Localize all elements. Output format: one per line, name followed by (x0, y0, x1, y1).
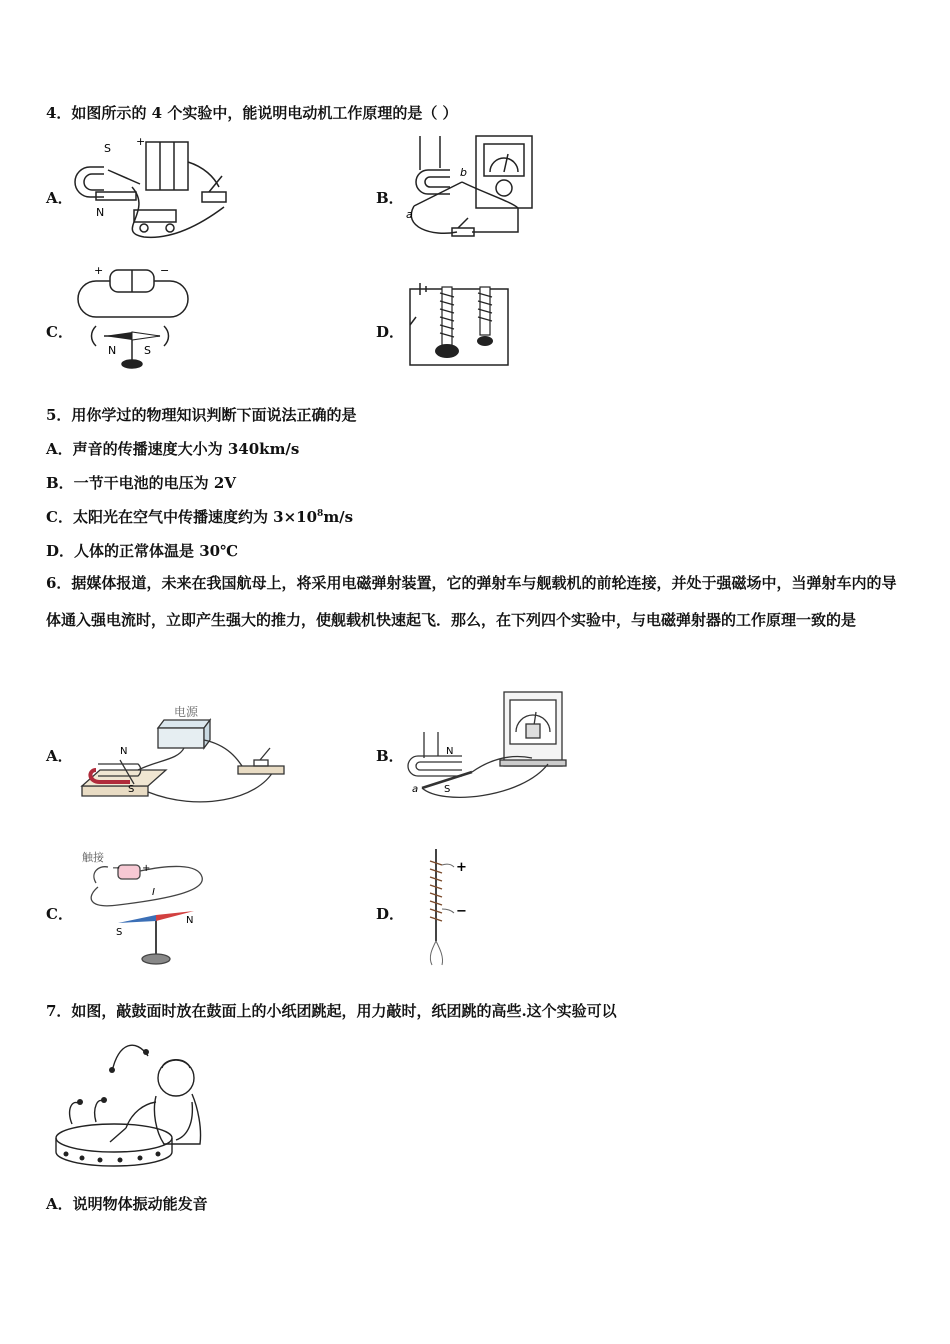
q5-option-c[interactable] (46, 506, 353, 527)
q6-figure-b-galvanometer-rod (402, 688, 572, 806)
q4-figure-b-galvanometer-circuit (402, 132, 542, 244)
q6d-label-minus: − (456, 904, 467, 919)
q4a-label-n: N (96, 206, 105, 219)
q6c-label-s: S (116, 927, 123, 938)
q6-option-b-label[interactable]: B． (376, 747, 404, 765)
q6-figure-c-oersted-needle (78, 843, 218, 969)
q6b-label-n: N (446, 746, 454, 757)
q4b-label-b: b (460, 166, 467, 179)
q5-option-c-text: C．太阳光在空气中传播速度约为 3×10 (46, 508, 318, 526)
q5-option-b[interactable]: B．一节干电池的电压为 2V (46, 474, 236, 492)
q4c-label-s: S (144, 344, 151, 357)
q6-option-a-label[interactable]: A． (46, 747, 73, 765)
q6-option-d-label[interactable]: D． (376, 905, 405, 923)
q7-figure-drum-paper-balls (52, 1032, 202, 1168)
q4-figure-c-oersted-compass (74, 262, 190, 372)
question-4-stem: 4．如图所示的 4 个实验中，能说明电动机工作原理的是（ ） (46, 104, 458, 122)
q4-figure-a-magnet-battery-circuit (74, 132, 234, 242)
q4a-label-plus: + (136, 135, 146, 148)
q7-option-a[interactable]: A．说明物体振动能发音 (46, 1195, 208, 1213)
q4c-label-plus: + (94, 264, 104, 277)
q4a-label-s: S (104, 142, 111, 155)
q4-option-d-label[interactable]: D． (376, 323, 405, 341)
q6a-label-power: 电源 (174, 705, 199, 719)
question-6-stem: 6．据媒体报道，未来在我国航母上，将采用电磁弹射装置，它的弹射车与舰载机的前轮连接，并处于强磁场中，当弹射车内的导体通入强电流时，立即产生强大的推力，使舰载机快速起飞．那么，在下列四个实验中，与电磁弹射器的工作原理一致的是 (46, 574, 897, 629)
q6a-label-s: S (128, 784, 135, 795)
question-5-stem: 5．用你学过的物理知识判断下面说法正确的是 (46, 406, 357, 424)
q6c-label-minus: − (112, 863, 121, 874)
q6c-label-plus: + (142, 863, 151, 874)
q6c-label-i: I (152, 887, 155, 898)
q6-option-c-label[interactable]: C． (46, 905, 73, 923)
q6c-label-n: N (186, 915, 194, 926)
q6-figure-a-rail-conductor-power (78, 700, 288, 810)
q4c-label-minus: − (160, 264, 170, 277)
q4-option-b-label[interactable]: B． (376, 189, 404, 207)
q5-option-c-unit: m/s (323, 508, 354, 526)
q4-option-a-label[interactable]: A． (46, 189, 73, 207)
q6c-label-touch: 触接 (82, 851, 104, 864)
question-7-stem: 7．如图，敲鼓面时放在鼓面上的小纸团跳起，用力敲时，纸团跳的高些.这个实验可以 (46, 1002, 617, 1020)
q5-option-a[interactable]: A．声音的传播速度大小为 340km/s (46, 440, 300, 458)
q6b-label-a: a (412, 784, 419, 795)
q4-option-c-label[interactable]: C． (46, 323, 73, 341)
q5-option-d[interactable]: D．人体的正常体温是 30℃ (46, 542, 239, 560)
q4c-label-n: N (108, 344, 117, 357)
q4-figure-d-electromagnets-series (406, 279, 512, 371)
q6b-label-s: S (444, 784, 451, 795)
q4b-label-a: a (406, 208, 413, 221)
q5-option-c-exponent: 8 (317, 509, 324, 519)
q6d-label-plus: + (456, 860, 467, 875)
q6-figure-d-solenoid-iron-nail (418, 845, 474, 969)
q6a-label-n: N (120, 746, 128, 757)
